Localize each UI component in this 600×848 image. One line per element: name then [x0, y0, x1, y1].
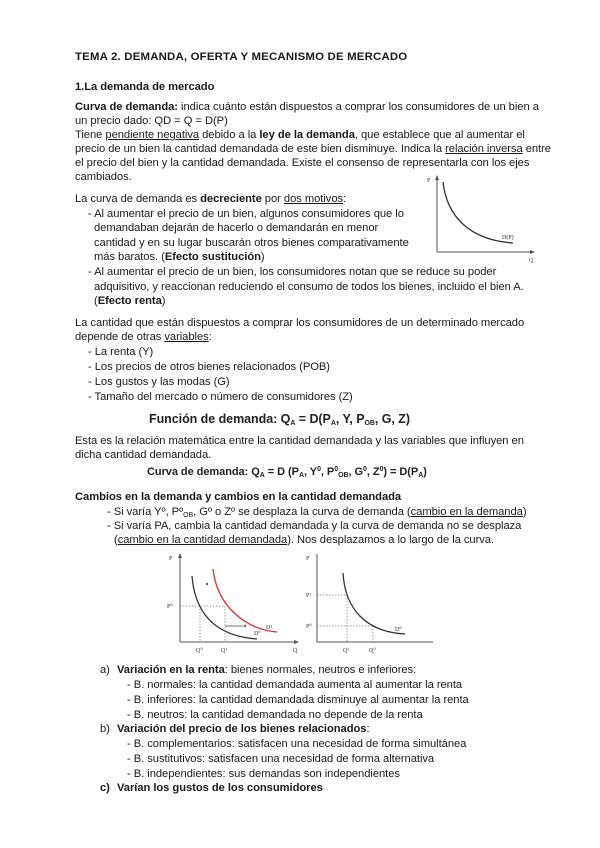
bold-text: Varían los gustos de los consumidores	[117, 782, 323, 794]
underlined-text: dos motivos	[283, 193, 344, 205]
pendiente-line3: el precio del bien y la cantidad demandada. Existe el consenso de representarla con los ejes	[75, 157, 530, 169]
superscript: 0	[334, 466, 339, 473]
text: = D(P	[295, 412, 331, 426]
text: precio de un bien la cantidad demandada de este bien disminuye. Indica la	[75, 143, 446, 155]
funcion-demanda-formula	[149, 412, 410, 426]
subscript: A	[298, 472, 304, 479]
bullet2-line3	[94, 294, 165, 308]
underlined-text: pendiente negativa	[105, 129, 200, 141]
text: ). Nos desplazamos a lo largo de la curva.	[287, 534, 495, 546]
variables-line1: La cantidad que están dispuestos a comprar los consumidores de un determinado mercado	[75, 317, 525, 329]
superscript: 0	[379, 466, 384, 473]
bold-text: ley de la demanda	[259, 129, 355, 141]
pendiente-line4: cambiados.	[75, 171, 132, 183]
cambios-bullet2: - Si varía PA, cambia la cantidad demandada y la curva de demanda no se desplaza	[107, 520, 522, 532]
q0-label: Q⁰	[369, 648, 376, 654]
subscript: OB	[183, 512, 194, 519]
p0-label: P⁰	[306, 624, 312, 630]
q1-label: Q¹	[221, 648, 228, 654]
text: , que establece que al aumentar el	[354, 129, 525, 141]
subscript: OB	[338, 472, 349, 479]
list-item-a	[100, 663, 416, 677]
curva-demanda-formula	[147, 465, 427, 479]
text: , P	[320, 466, 335, 478]
superscript: 0	[317, 466, 321, 473]
list-item-b	[100, 722, 370, 736]
demand-curve-graph	[425, 172, 540, 267]
text: entre	[522, 143, 551, 155]
curva-label: Curva de demanda:	[75, 101, 178, 113]
bullet1-line1: - Al aumentar el precio de un bien, algunos consumidores que lo	[88, 208, 404, 220]
variable-item: - Los gustos y las modas (G)	[88, 376, 230, 388]
text: , Gº o Zº se desplaza la curva de demanda (	[193, 506, 411, 518]
list-a-subitem: - B. inferiores: la cantidad demandada disminuye al aumentar la renta	[127, 694, 469, 706]
text: )	[260, 251, 265, 263]
text: : bienes normales, neutros e inferiores:	[224, 664, 417, 676]
bullet1-line4	[94, 250, 265, 264]
y-axis-label: P	[306, 556, 310, 562]
text: , Y	[303, 466, 318, 478]
demand-curve	[443, 182, 513, 243]
bold-text: Variación en la renta	[117, 664, 225, 676]
subscript: A	[290, 420, 296, 427]
subscript: A	[330, 420, 336, 427]
bullet2-line1: - Al aumentar el precio de un bien, los consumidores notan que se reduce su poder	[88, 266, 497, 278]
text: ) = D(P	[383, 466, 419, 478]
underlined-text: relación inversa	[445, 143, 523, 155]
d1-label: D¹	[266, 625, 273, 631]
superscript: 0	[363, 466, 367, 473]
q1-label: Q¹	[343, 648, 350, 654]
list-marker: c)	[100, 782, 110, 794]
text: :	[343, 193, 347, 205]
d0-label: D⁰	[395, 627, 402, 633]
bold-text: Efecto sustitución	[164, 251, 261, 263]
list-b-subitem: - B. complementarios: satisfacen una necesidad de forma simultánea	[127, 738, 467, 750]
pendiente-line2	[75, 142, 551, 156]
d0-label: D⁰	[254, 631, 261, 637]
p0-label: P⁰	[167, 604, 173, 610]
section-heading: 1.La demanda de mercado	[75, 81, 215, 93]
q0-label: Q⁰	[196, 648, 203, 654]
bullet1-line2: demandaban dejarán de hacerlo o demandarán en menor	[94, 222, 379, 234]
text: Función de demanda: Q	[149, 412, 291, 426]
bold-text: decreciente	[200, 193, 262, 205]
list-b-subitem: - B. sustitutivos: satisfacen una necesidad de forma alternativa	[127, 753, 435, 765]
relacion-line1: Esta es la relación matemática entre la cantidad demandada y las variables que influyen en	[75, 435, 524, 447]
list-b-subitem: - B. independientes: sus demandas son independientes	[127, 768, 400, 780]
document-title: TEMA 2. DEMANDA, OFERTA Y MECANISMO DE MERCADO	[75, 51, 408, 63]
variable-item: - Los precios de otros bienes relacionados (POB)	[88, 361, 330, 373]
text: , G	[348, 466, 364, 478]
text: = D (P	[264, 466, 299, 478]
cambios-bullet1	[107, 505, 527, 519]
list-a-subitem: - B. normales: la cantidad demandada aumenta al aumentar la renta	[127, 679, 463, 691]
subscript: A	[259, 472, 265, 479]
subscript: A	[418, 472, 424, 479]
list-marker: a)	[100, 664, 110, 676]
decreciente-line	[75, 192, 346, 206]
variable-item: - La renta (Y)	[88, 346, 154, 358]
text: )	[522, 506, 527, 518]
text: )	[423, 466, 427, 478]
demand-curve-d0	[192, 576, 257, 639]
underlined-text: cambio en la demanda	[410, 506, 523, 518]
p1-label: P¹	[306, 593, 312, 599]
y-axis-label: P	[427, 178, 431, 184]
x-axis-label: Q	[529, 258, 534, 264]
list-item-c	[100, 781, 323, 795]
curve-label: D(P)	[502, 235, 514, 241]
bullet2-line2: adquisitivo, y reaccionan reduciendo el consumo de todos los bienes, incluido el bien A.	[94, 281, 524, 293]
y-axis-label: P	[169, 556, 173, 562]
demand-curve	[343, 573, 405, 634]
variables-line2	[75, 330, 212, 344]
text: por	[261, 193, 284, 205]
movement-along-curve-graph	[305, 548, 435, 658]
underlined-text: cambio en la cantidad demandada	[117, 534, 288, 546]
text: Tiene	[75, 129, 106, 141]
text: , G, Z)	[374, 412, 410, 426]
text: más baratos. (	[94, 251, 165, 263]
curva-text: indica cuánto están dispuestos a comprar los consumidores de un bien a	[177, 101, 539, 113]
text: (	[94, 295, 98, 307]
text: (	[114, 534, 118, 546]
text: debido a la	[199, 129, 260, 141]
text: , Y, P	[335, 412, 365, 426]
demand-shift-graph	[165, 548, 300, 658]
list-marker: b)	[100, 723, 110, 735]
x-axis-label: Q	[293, 648, 298, 654]
demand-curve-d1	[213, 569, 277, 632]
cambios-bullet2-cont	[114, 533, 494, 547]
bold-text: Variación del precio de los bienes relacionados	[117, 723, 367, 735]
cambios-heading: Cambios en la demanda y cambios en la cantidad demandada	[75, 491, 402, 503]
text: :	[208, 331, 212, 343]
list-a-subitem: - B. neutros: la cantidad demandada no depende de la renta	[127, 709, 423, 721]
text: depende de otras	[75, 331, 165, 343]
underlined-text: variables	[164, 331, 209, 343]
relacion-line2: dicha cantidad demandada.	[75, 449, 212, 461]
text: - Si varía Yº, Pº	[107, 506, 184, 518]
pendiente-line1	[75, 128, 525, 142]
text: )	[161, 295, 166, 307]
curva-definition-line2: un precio dado: QD = Q = D(P)	[75, 115, 228, 127]
variable-item: - Tamaño del mercado o número de consumidores (Z)	[88, 391, 353, 403]
curva-definition-line1	[75, 100, 539, 114]
text: , Z	[366, 466, 380, 478]
bullet1-line3: cantidad y en su lugar buscarán otros bienes comparativamente	[94, 237, 409, 249]
text: Curva de demanda: Q	[147, 466, 260, 478]
text: La curva de demanda es	[75, 193, 201, 205]
bold-text: Efecto renta	[97, 295, 162, 307]
subscript: OB	[364, 420, 375, 427]
text: :	[366, 723, 370, 735]
